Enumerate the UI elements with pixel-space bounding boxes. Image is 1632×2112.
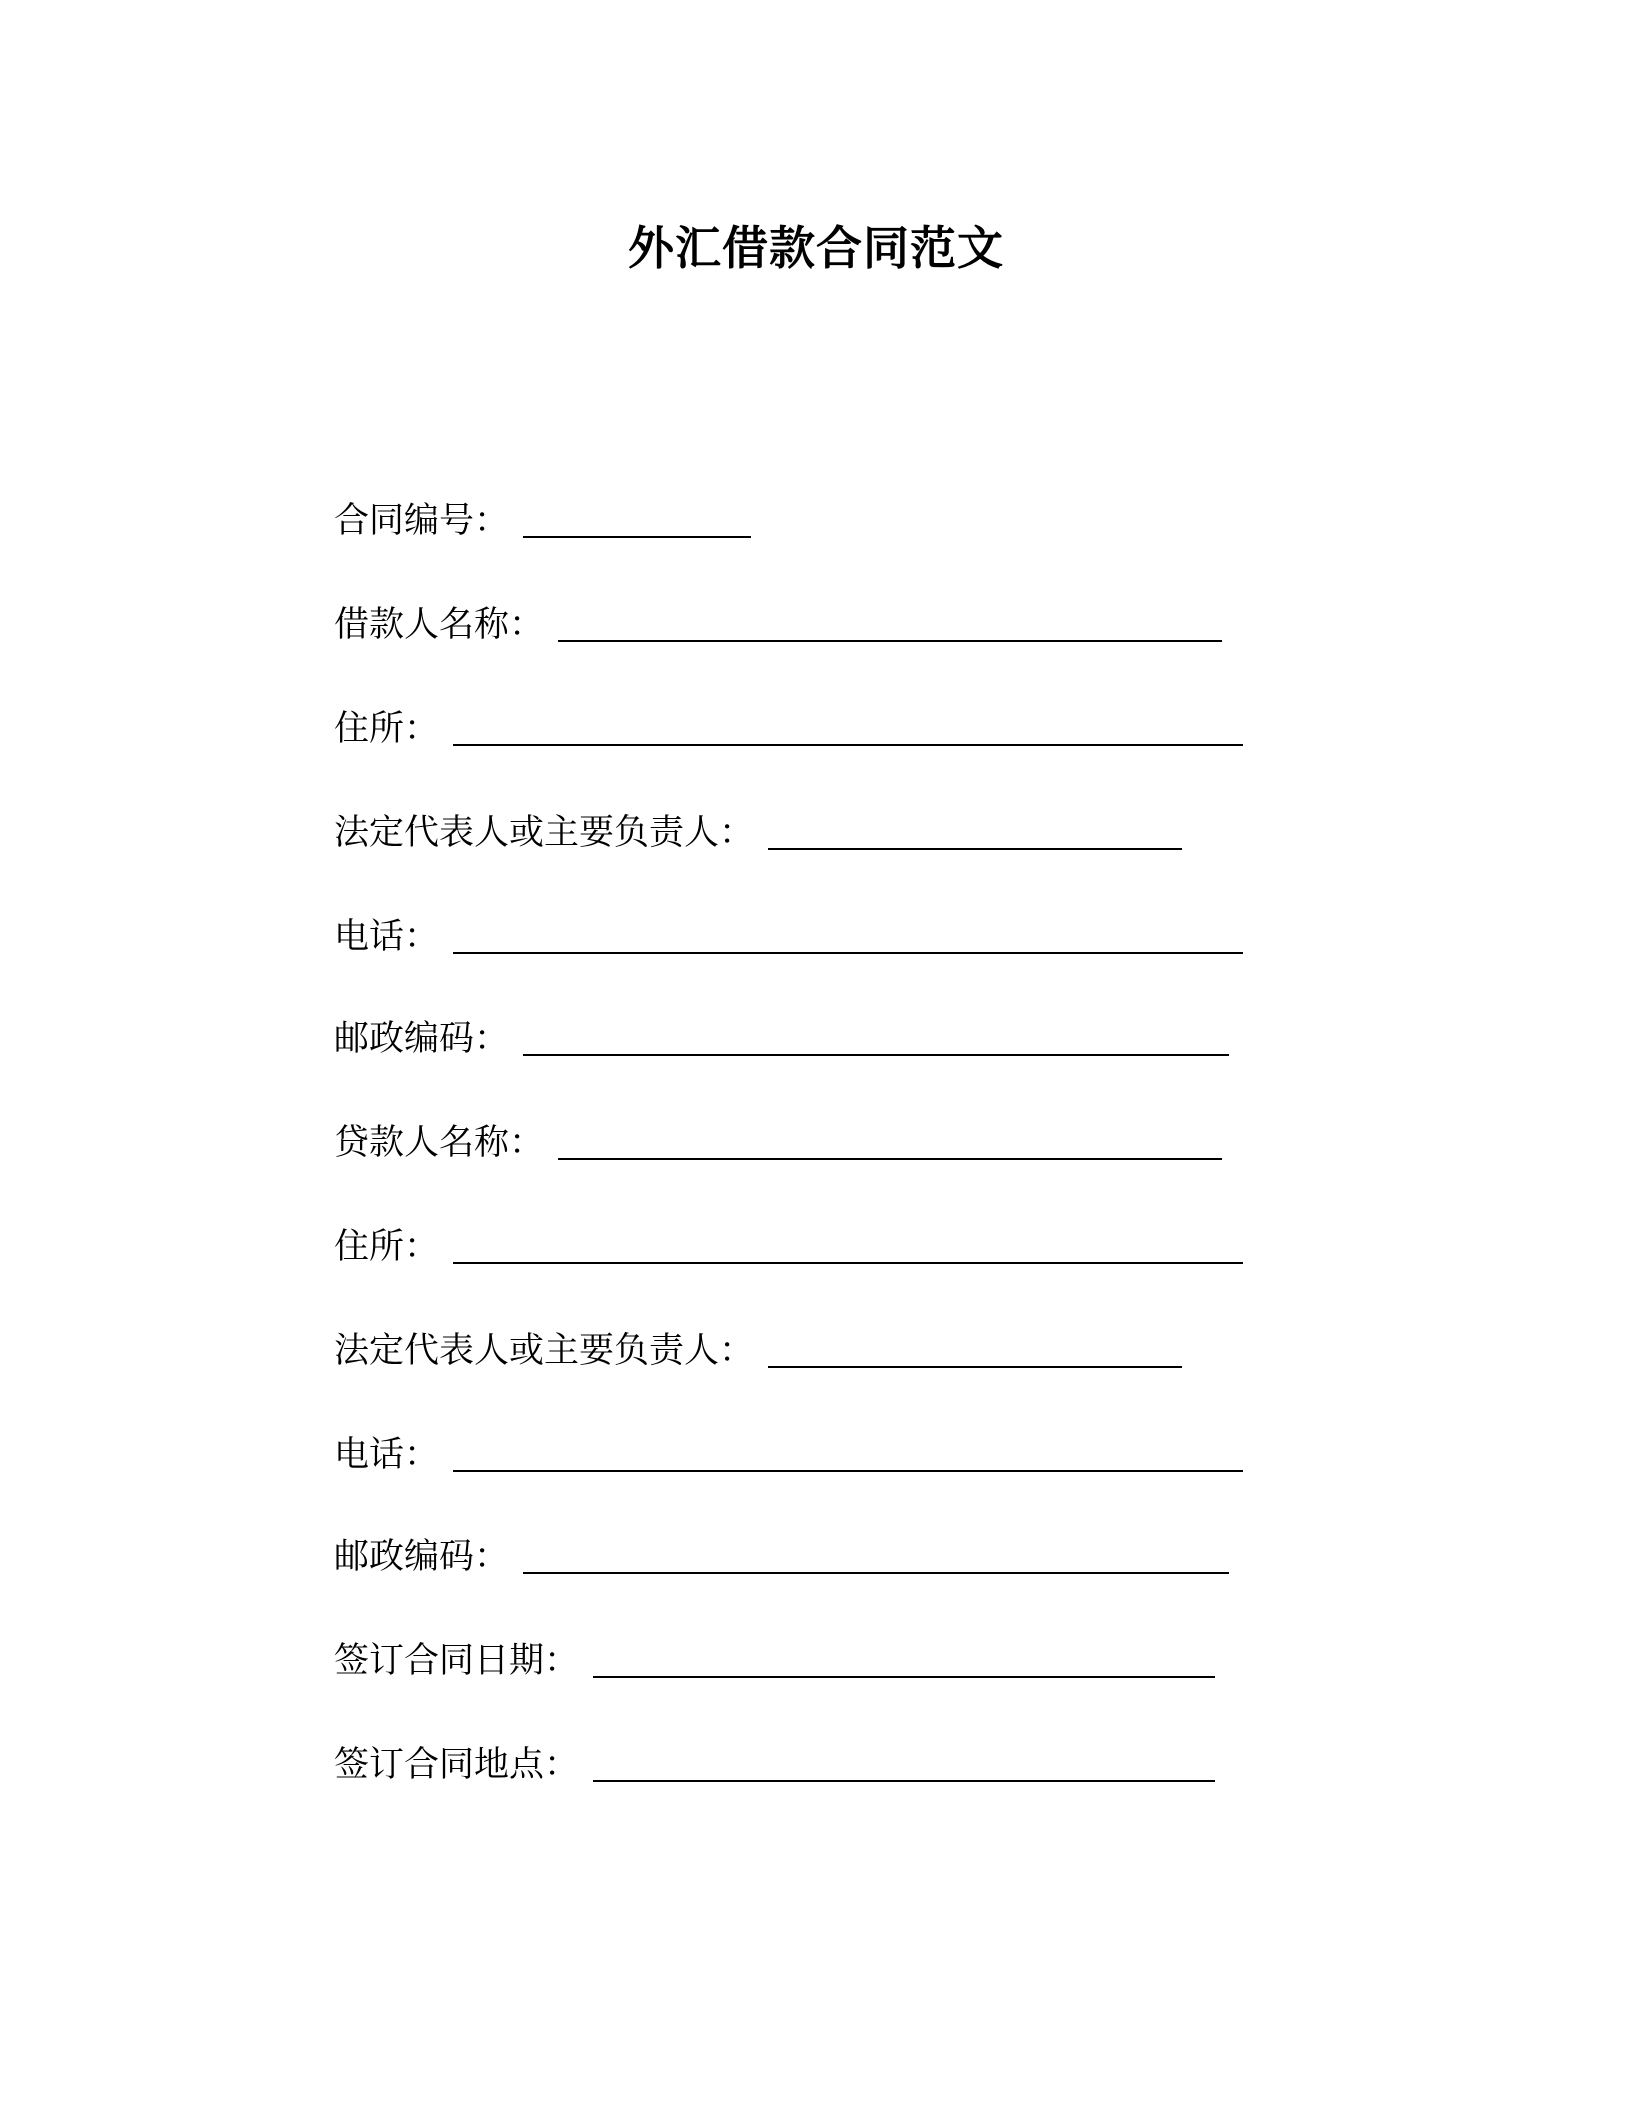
field-borrower-name	[334, 594, 1222, 650]
field-label: 法定代表人或主要负责人	[334, 813, 720, 853]
field-signing-place	[334, 1734, 1215, 1790]
lender-name-blank[interactable]	[558, 1158, 1222, 1160]
borrower-phone-blank[interactable]	[453, 952, 1243, 954]
field-label: 签订合同地点	[334, 1745, 545, 1785]
field-lender-representative	[334, 1320, 1182, 1376]
field-label: 住所	[334, 1227, 405, 1267]
contract-number-blank[interactable]	[523, 536, 751, 538]
lender-representative-blank[interactable]	[768, 1366, 1182, 1368]
field-colon: ：	[509, 605, 545, 645]
field-lender-phone	[334, 1424, 1243, 1480]
field-lender-postcode	[334, 1526, 1229, 1582]
field-label: 签订合同日期	[334, 1641, 545, 1681]
field-colon: ：	[474, 1537, 510, 1577]
field-lender-address	[334, 1216, 1243, 1272]
field-label: 电话	[334, 917, 405, 957]
field-colon: ：	[404, 1435, 440, 1475]
field-label: 住所	[334, 709, 405, 749]
document-title: 外汇借款合同范文	[628, 221, 1004, 275]
field-lender-name	[334, 1112, 1222, 1168]
field-colon: ：	[509, 1123, 545, 1163]
lender-postcode-blank[interactable]	[523, 1572, 1229, 1574]
field-signing-date	[334, 1630, 1215, 1686]
borrower-address-blank[interactable]	[453, 744, 1243, 746]
signing-place-blank[interactable]	[593, 1780, 1215, 1782]
field-borrower-postcode	[334, 1008, 1229, 1064]
field-label: 法定代表人或主要负责人	[334, 1331, 720, 1371]
field-colon: ：	[719, 1331, 755, 1371]
field-borrower-phone	[334, 906, 1243, 962]
field-borrower-address	[334, 698, 1243, 754]
borrower-postcode-blank[interactable]	[523, 1054, 1229, 1056]
field-label: 借款人名称	[334, 605, 510, 645]
borrower-representative-blank[interactable]	[768, 848, 1182, 850]
lender-address-blank[interactable]	[453, 1262, 1243, 1264]
field-label: 合同编号	[334, 501, 475, 541]
field-contract-number	[334, 490, 751, 546]
field-colon: ：	[404, 709, 440, 749]
field-colon: ：	[474, 501, 510, 541]
field-colon: ：	[474, 1019, 510, 1059]
field-colon: ：	[404, 917, 440, 957]
signing-date-blank[interactable]	[593, 1676, 1215, 1678]
field-label: 贷款人名称	[334, 1123, 510, 1163]
field-label: 电话	[334, 1435, 405, 1475]
lender-phone-blank[interactable]	[453, 1470, 1243, 1472]
borrower-name-blank[interactable]	[558, 640, 1222, 642]
field-colon: ：	[544, 1745, 580, 1785]
field-colon: ：	[404, 1227, 440, 1267]
field-label: 邮政编码	[334, 1537, 475, 1577]
field-label: 邮政编码	[334, 1019, 475, 1059]
field-borrower-representative	[334, 802, 1182, 858]
field-colon: ：	[544, 1641, 580, 1681]
field-colon: ：	[719, 813, 755, 853]
